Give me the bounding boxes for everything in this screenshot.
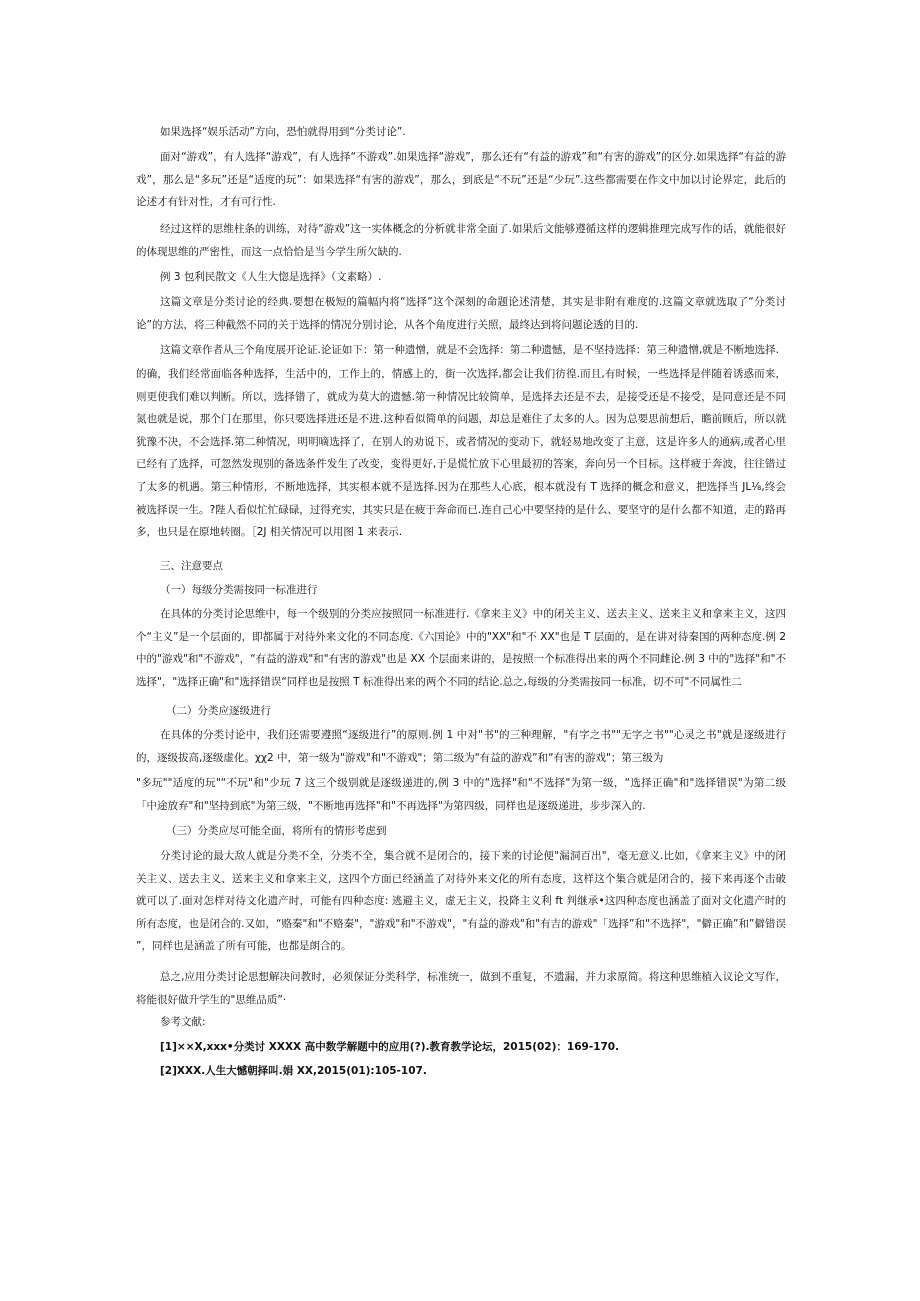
paragraph-conclusion: 总之,应用分类讨论思想解决问教时，必须保证分类科学，标准统一，做到不重复，不遗漏，并力求原简。将这种思维植入议论文写作，将能很好做升学生的"思维品质”· [136, 971, 786, 1006]
subheading-step-by-step: （二）分类应逐级进行 [166, 705, 271, 717]
paragraph-same-standard: 在具体的分类讨论思维中，每一个级别的分类应按照同一标准进行.《拿来主义》中的闭关主义、送去主义、送来主义和拿来主义，这四个“主义”是一个层面的，即都属于对待外来文化的不同态度.《六国论》中的"XX"和"不 XX"也是 T 层面的，是在讲对待秦国的两种态度.例 2 中的"游戏"和"不游戏"，“有益的游戏"和"有害的游戏"也是 XX 个层面来讲的，是按照一个标准得出来的两个不同雌论.例 3 中的"选择"和"不选择"，"选择正确"和"选择错误“同样也是按照 T 标准得出来的两个不同的结论.总之,每级的分类需按同一标准，切不可"不同属性二 [136, 608, 786, 688]
paragraph-example-3: 例 3 包利民散文《人生大惚是选择》（文素略）. [160, 271, 382, 283]
paragraph-classic-essay: 这篇文章是分类讨论的经典.要想在极短的篇幅内将“选择”这个深刻的命题论述清楚，其实是非附有难度的.这篇文章就选取了“分类讨论”的方法，将三种截然不同的关于选择的情况分别讨论，从各个角度进行关照，最终达到将问题论透的目的. [136, 296, 786, 331]
subheading-comprehensive: （三）分类应尽可能全面，将所有的情形考虑到 [166, 825, 387, 837]
paragraph-three-angles: 这篇文章作者从三个角度展开论证.论证如下：第一种遗憎，就是不会选择：第二种遗憾，是不坚持选择：第三种遗憎,就是不断地选择. [160, 344, 780, 356]
paragraph-thinking-training: 经过这样的思维柱条的训练，对待“游戏”这一实体概念的分析就非常全面了.如果后文能够遵循这样的逻辑推理完成写作的话，就能很好的体现思维的严密性，而这一点恰恰是当今学生所欠缺的. [136, 223, 786, 258]
subheading-same-standard: （一）每级分类需按同一标准进行 [160, 584, 318, 596]
reference-item: [2]XXX.人生大憾朝择叫.娟 XX,2015(01):105-107. [160, 1065, 427, 1077]
paragraph-choices-detail: 的确，我们经常面临各种选择，生活中的，工作上的，情感上的，街一次选择,都会让我们彷徨.而且,有时候，一些选择是伴随着诱惑而来，则更使我们难以判断。所以，选择错了，就成为莫大的遗憾.第一种情况比较简单，是选择去还是不去，是接受还是不接受，是同意还是不同氮也就是说，那个门在那里，你只要选择进还是不进.这种看似简单的问题，却总是难住了太多的人。因为总要思前想后，瞻前顾后，所以就犹豫不决，不会选择.第二种情况，明明嘀选择了，在别人的劝说下，或者情况的变动下，就轻易地改变了主意，这是许多人的通病,或者心里已经有了选择，可忽然发现别的备选条件发生了改变，变得更好,于是慌忙放下心里最初的答案，奔向另一个目标。这样疲于奔波，往往错过了太多的机遇。第三种情形，不断地选择，其实根本就不是选择.因为在那些人心底，根本就没有 T 选择的概念和意义，把选择当 JL⅛,终会被选择误一生。?陛人看似忙忙碌碌，过得充实，其实只是在疲于奔命而已.连自己心中要坚持的是什么、要坚守的是什么都不知道，走的路再多，也只是在原地转圈。［2J 相关情况可以用图 1 来表示. [136, 368, 786, 539]
paragraph-levels: "多玩""适度的玩"“不玩"和"少玩 7 这三个级别就是逐级递进的,例 3 中的“选择"和"不选择"为第一级，“选择正确"和"选择错误"为第二级「中途放弃"和"坚持到底"为第三级，"不断地再选择"和"不再选择"为第四级，同样也是逐级递进，步步深入的. [136, 777, 786, 812]
paragraph-entertainment-direction: 如果选择“娱乐活动”方向，恐怕就得用到“分类讨论”. [160, 126, 406, 138]
paragraph-comprehensive: 分类讨论的最大敌人就是分类不全，分类不全，集合就不是闭合的，接下来的讨论便"漏洞百出"，毫无意义.比如，《拿来主义》中的闭关主义、送去主义、送来主义和拿来主义，这四个方面已经涵盖了对待外来文化的所有态度，这样这个集合就是闭合的，接下来再逐个击破就可以了.面对怎样对待文化遗产时，可能有四种态度: 逃避主义，虚无主义，投降主义利 ft 判继承•这四种态度也涵盖了面对文化遗产时的所有态度，也是闭合的.又如，“赂秦"和"不赂秦"，"游戏"和"不游戏"，"有益的游戏"和"有吉的游戏"「选择”和"不选择"，"僻正确”和”僻错误 ”，同样也是涵盖了所有可能，也都是朗合的。 [136, 850, 786, 953]
paragraph-step-by-step: 在具体的分类讨论中，我们还需要遵照“逐级进行”的原则.例 1 中对"书"的三种理解，"有字之书""无字之书""心灵之书"就是逐级进行的，逐级拔高,逐级虚化。χχ2 中，第一级为"游戏"和"不游戏"；第二级为"有益的游戏”和“有害的游戏"；第三级为 [136, 729, 786, 764]
paragraph-game-choices: 面对“游戏”，有人选择“游戏”，有人选择“不游戏”.如果选择“游戏”，那么还有“有益的游戏”和“有害的游戏”的区分.如果选择“有益的游戏”，那么是“多玩”还是“适度的玩”：如果选择“有害的游戏”，那么，到底是“不玩”还是“少玩”.这些都需要在作文中加以讨论界定，此后的论述才有针对性，才有可行性. [136, 151, 786, 209]
reference-item: [1]××X,xxx•分类讨 XXXX 高中数学解题中的应用(?).教育教学论坛，2015(02)：169-170. [160, 1041, 620, 1053]
references-heading: 参考文献: [160, 1016, 206, 1028]
section-heading-key-points: 三、注意要点 [160, 560, 223, 572]
